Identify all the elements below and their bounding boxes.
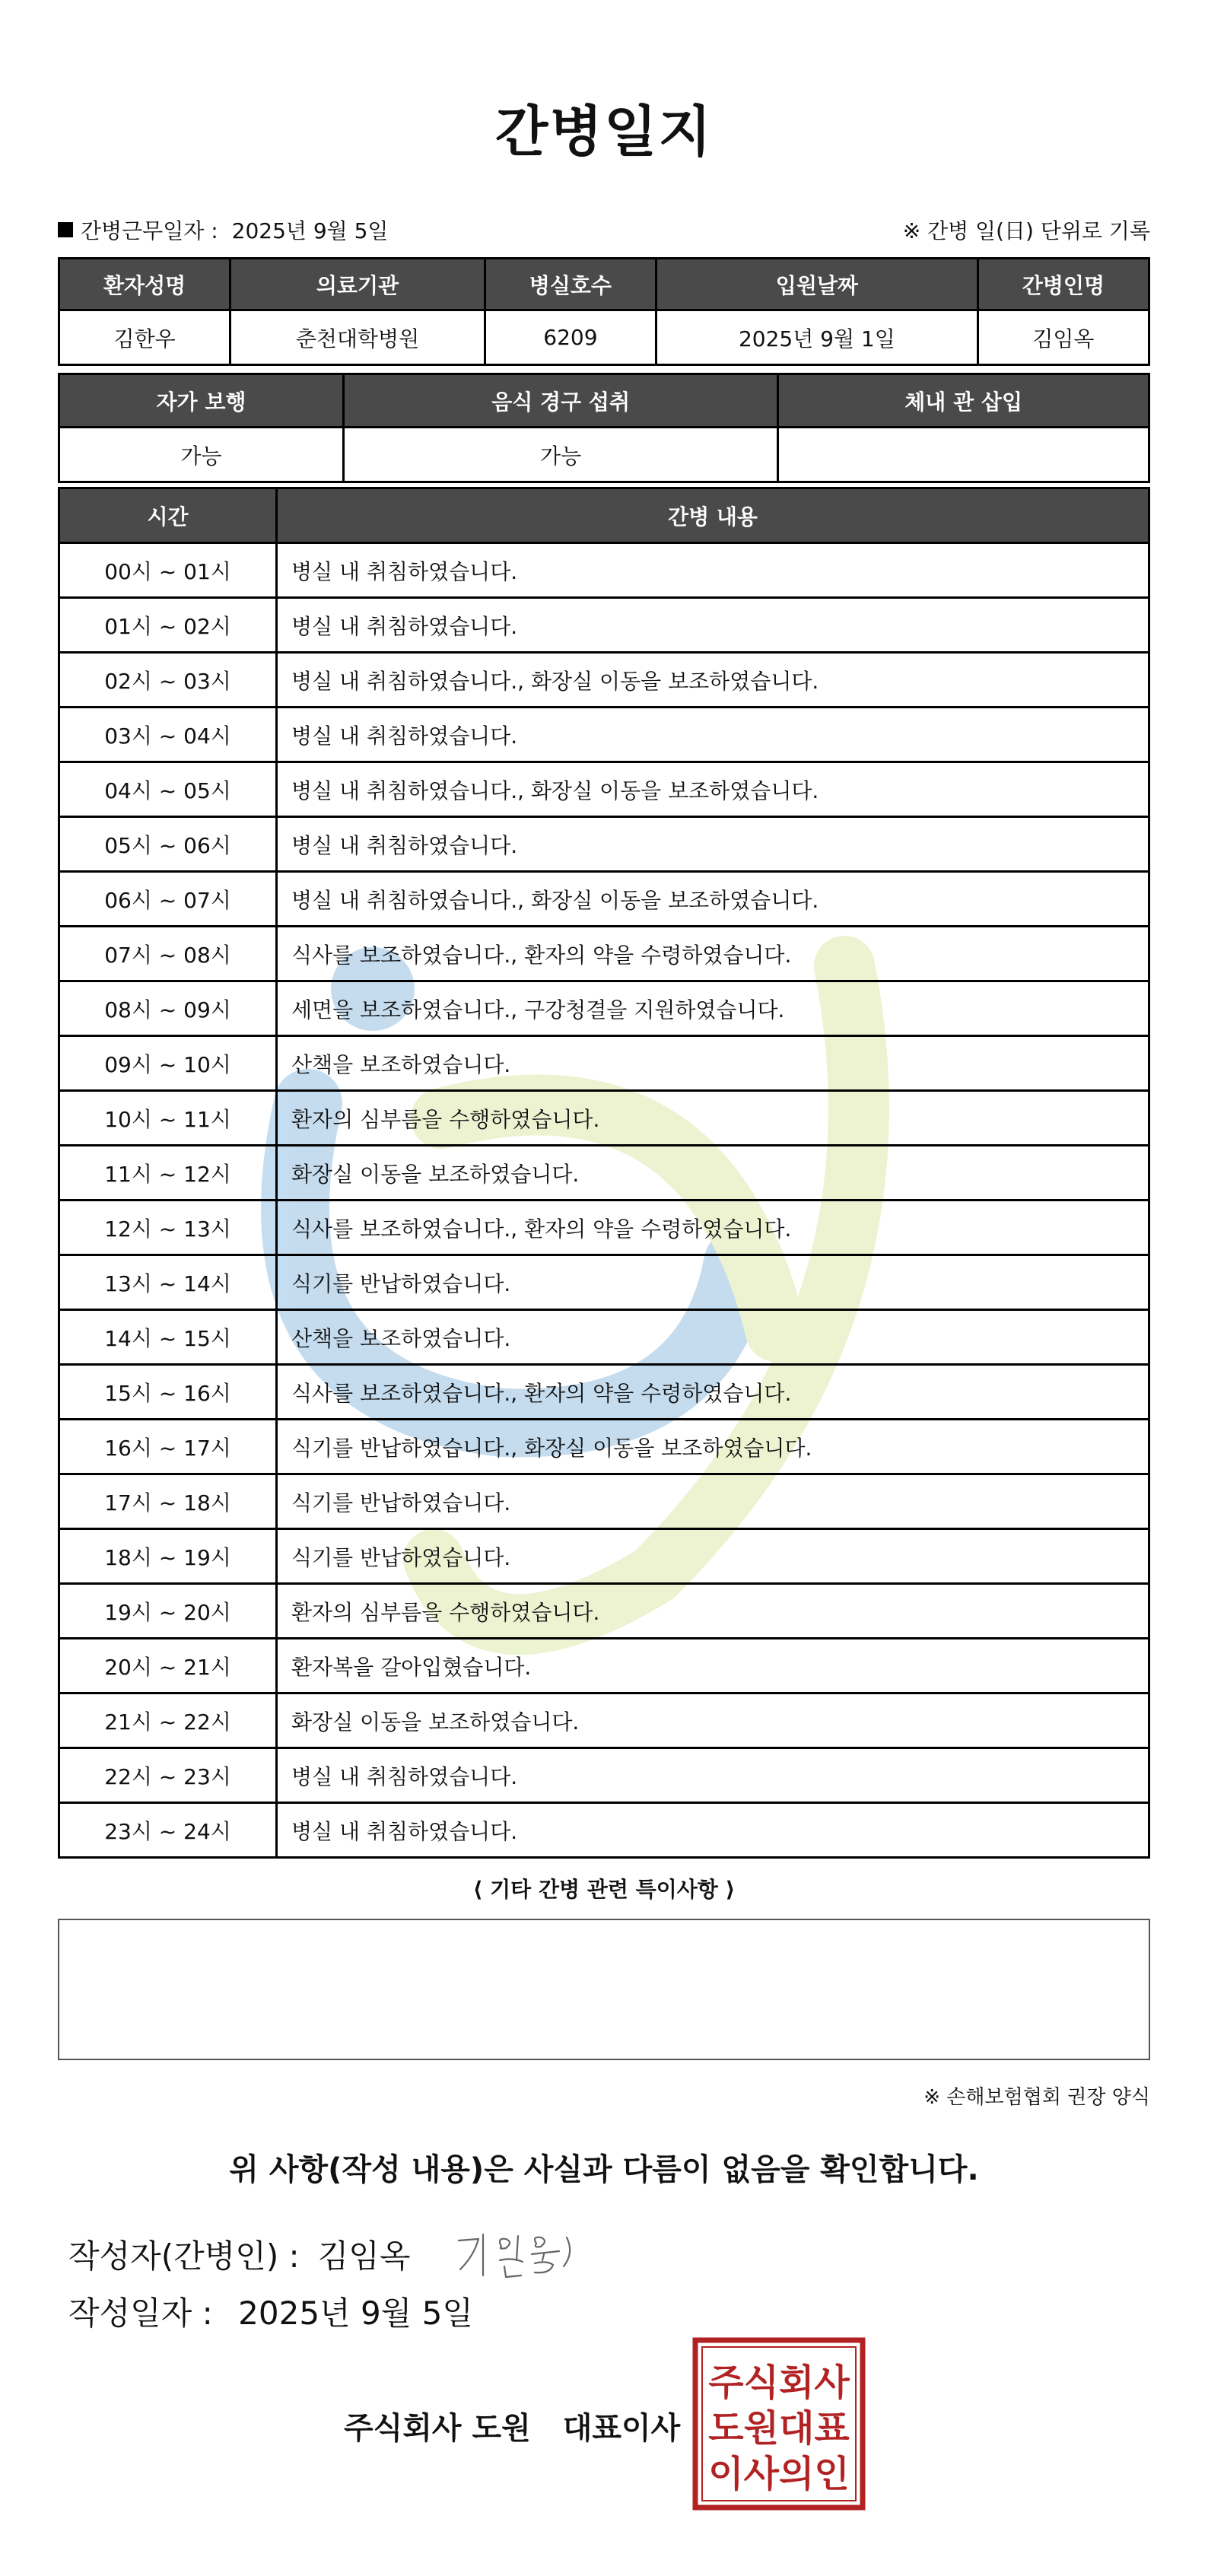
log-time: 20시 ~ 21시 (59, 1639, 277, 1693)
log-row (59, 1584, 1149, 1639)
company-seal-stamp (692, 2337, 866, 2511)
log-content: 병실 내 취침하였습니다., 화장실 이동을 보조하였습니다. (277, 762, 1149, 817)
log-time: 00시 ~ 01시 (59, 543, 277, 598)
self-walking-value: 가능 (59, 428, 344, 482)
work-date-value: 2025년 9월 5일 (231, 218, 389, 243)
log-content: 식사를 보조하였습니다., 환자의 약을 수령하였습니다. (277, 927, 1149, 981)
header-hospital: 의료기관 (230, 259, 485, 310)
unit-note: ※ 간병 일(日) 단위로 기록 (902, 218, 1150, 243)
seal-text-line-1: 주식회사 (708, 2361, 850, 2404)
log-content: 식기를 반납하였습니다. (277, 1529, 1149, 1584)
bullet-square-icon (58, 222, 73, 237)
header-tube-insertion: 체내 관 삽입 (778, 374, 1149, 428)
write-date-row (68, 2288, 473, 2334)
header-time: 시간 (59, 488, 277, 543)
log-content: 병실 내 취침하였습니다. (277, 598, 1149, 653)
writer-name: 김임옥 (317, 2237, 411, 2275)
room-number: 6209 (485, 310, 656, 365)
log-content: 병실 내 취침하였습니다. (277, 1748, 1149, 1803)
log-time: 19시 ~ 20시 (59, 1584, 277, 1639)
log-time: 13시 ~ 14시 (59, 1255, 277, 1310)
log-time: 11시 ~ 12시 (59, 1146, 277, 1201)
notes-box (58, 1919, 1150, 2060)
header-self-walking: 자가 보행 (59, 374, 344, 428)
write-date-label: 작성일자 : (68, 2295, 213, 2332)
caregiver-name: 김임옥 (978, 310, 1149, 365)
log-row (59, 981, 1149, 1036)
header-room: 병실호수 (485, 259, 656, 310)
log-row (59, 1474, 1149, 1529)
header-oral-intake: 음식 경구 섭취 (343, 374, 777, 428)
admission-date: 2025년 9월 1일 (656, 310, 978, 365)
company-name: 주식회사 도원 (344, 2411, 531, 2446)
log-row (59, 1420, 1149, 1474)
log-time: 22시 ~ 23시 (59, 1748, 277, 1803)
log-row (59, 1365, 1149, 1420)
log-content: 병실 내 취침하였습니다., 화장실 이동을 보조하였습니다. (277, 872, 1149, 927)
log-row (59, 1146, 1149, 1201)
log-row (59, 708, 1149, 762)
log-content: 세면을 보조하였습니다., 구강청결을 지원하였습니다. (277, 981, 1149, 1036)
log-content: 화장실 이동을 보조하였습니다. (277, 1693, 1149, 1748)
write-date-value: 2025년 9월 5일 (238, 2295, 473, 2332)
log-time: 08시 ~ 09시 (59, 981, 277, 1036)
notes-title: ⟨ 기타 간병 관련 특이사항 ⟩ (472, 1877, 736, 1902)
handwritten-signature (453, 2230, 582, 2283)
log-time: 04시 ~ 05시 (59, 762, 277, 817)
log-content: 산책을 보조하였습니다. (277, 1036, 1149, 1091)
log-time: 07시 ~ 08시 (59, 927, 277, 981)
log-row (59, 1529, 1149, 1584)
log-time: 23시 ~ 24시 (59, 1803, 277, 1858)
log-time: 01시 ~ 02시 (59, 598, 277, 653)
info-header-row (59, 259, 1149, 310)
header-care-content: 간병 내용 (277, 488, 1149, 543)
log-content: 병실 내 취침하였습니다. (277, 817, 1149, 872)
log-row (59, 872, 1149, 927)
work-date (58, 215, 388, 245)
log-row (59, 1693, 1149, 1748)
log-time: 06시 ~ 07시 (59, 872, 277, 927)
oral-intake-value: 가능 (343, 428, 777, 482)
confirmation-statement: 위 사항(작성 내용)은 사실과 다름이 없음을 확인합니다. (229, 2152, 979, 2187)
log-header-row (59, 488, 1149, 543)
log-content: 환자의 심부름을 수행하였습니다. (277, 1584, 1149, 1639)
log-row (59, 653, 1149, 708)
patient-info-table (58, 257, 1150, 366)
log-time: 15시 ~ 16시 (59, 1365, 277, 1420)
log-time: 17시 ~ 18시 (59, 1474, 277, 1529)
seal-text-line-2: 도원대표 (708, 2407, 850, 2450)
representative-title: 대표이사 (562, 2411, 681, 2446)
log-row (59, 817, 1149, 872)
meta-row (58, 215, 1150, 245)
log-row (59, 1310, 1149, 1365)
log-time: 12시 ~ 13시 (59, 1201, 277, 1255)
log-time: 10시 ~ 11시 (59, 1091, 277, 1146)
log-body (59, 543, 1149, 1858)
log-content: 병실 내 취침하였습니다. (277, 708, 1149, 762)
log-content: 병실 내 취침하였습니다. (277, 543, 1149, 598)
log-row (59, 1201, 1149, 1255)
log-row (59, 927, 1149, 981)
log-row (59, 543, 1149, 598)
log-row (59, 1748, 1149, 1803)
log-content: 식기를 반납하였습니다., 화장실 이동을 보조하였습니다. (277, 1420, 1149, 1474)
log-row (59, 1803, 1149, 1858)
document-title: 간병일지 (494, 100, 714, 164)
info-value-row (59, 310, 1149, 365)
log-content: 환자의 심부름을 수행하였습니다. (277, 1091, 1149, 1146)
log-content: 환자복을 갈아입혔습니다. (277, 1639, 1149, 1693)
log-row (59, 1091, 1149, 1146)
log-time: 18시 ~ 19시 (59, 1529, 277, 1584)
log-time: 02시 ~ 03시 (59, 653, 277, 708)
header-admission-date: 입원날짜 (656, 259, 978, 310)
status-header-row (59, 374, 1149, 428)
log-content: 식기를 반납하였습니다. (277, 1255, 1149, 1310)
seal-text-line-3: 이사의인 (708, 2453, 850, 2495)
log-time: 05시 ~ 06시 (59, 817, 277, 872)
log-time: 09시 ~ 10시 (59, 1036, 277, 1091)
log-content: 식기를 반납하였습니다. (277, 1474, 1149, 1529)
company-signature (344, 2404, 680, 2447)
log-content: 병실 내 취침하였습니다. (277, 1803, 1149, 1858)
log-content: 병실 내 취침하였습니다., 화장실 이동을 보조하였습니다. (277, 653, 1149, 708)
tube-insertion-value (778, 428, 1149, 482)
log-content: 산책을 보조하였습니다. (277, 1310, 1149, 1365)
hospital-name: 춘천대학병원 (230, 310, 485, 365)
form-note: ※ 손해보험협회 권장 양식 (923, 2086, 1150, 2109)
care-log-table (58, 487, 1150, 1859)
log-time: 21시 ~ 22시 (59, 1693, 277, 1748)
log-row (59, 1639, 1149, 1693)
log-content: 식사를 보조하였습니다., 환자의 약을 수령하였습니다. (277, 1201, 1149, 1255)
log-content: 식사를 보조하였습니다., 환자의 약을 수령하였습니다. (277, 1365, 1149, 1420)
log-row (59, 762, 1149, 817)
log-content: 화장실 이동을 보조하였습니다. (277, 1146, 1149, 1201)
patient-name: 김한우 (59, 310, 230, 365)
log-row (59, 1255, 1149, 1310)
log-time: 14시 ~ 15시 (59, 1310, 277, 1365)
log-time: 16시 ~ 17시 (59, 1420, 277, 1474)
log-row (59, 598, 1149, 653)
log-time: 03시 ~ 04시 (59, 708, 277, 762)
status-value-row (59, 428, 1149, 482)
header-caregiver: 간병인명 (978, 259, 1149, 310)
patient-status-table (58, 373, 1150, 483)
writer-row (68, 2225, 582, 2283)
work-date-label: 간병근무일자 : (81, 218, 218, 243)
log-row (59, 1036, 1149, 1091)
writer-label: 작성자(간병인) : (68, 2237, 300, 2275)
header-patient-name: 환자성명 (59, 259, 230, 310)
